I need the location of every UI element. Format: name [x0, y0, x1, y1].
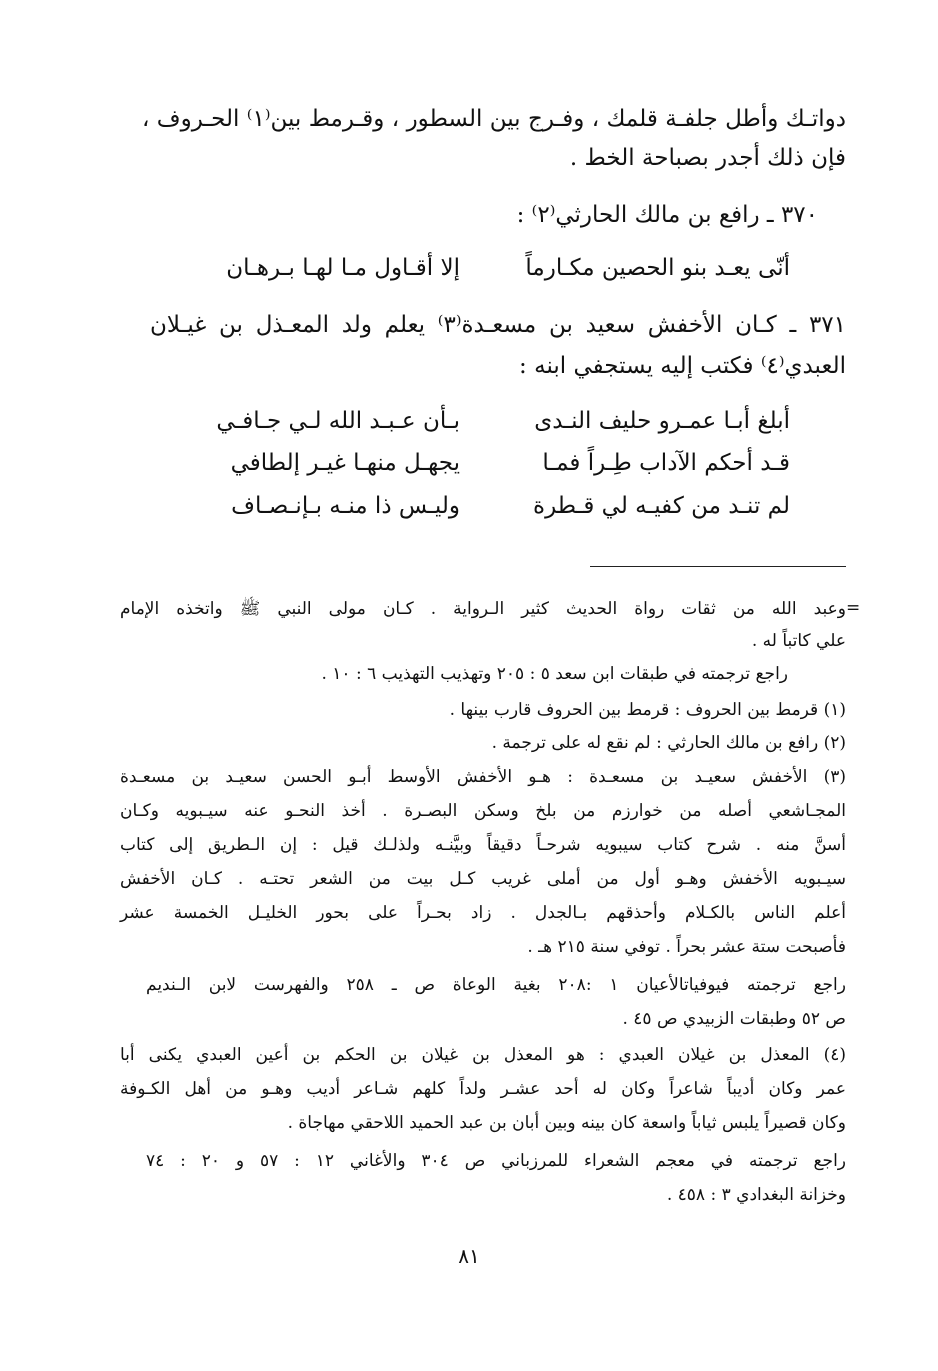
- verse-370-first-half: أنّى يعـد بنو الحصين مكـارماً: [525, 255, 790, 281]
- footnote-continued-reference: راجع ترجمته في طبقات ابن سعد ٥ : ٢٠٥ وتهذيب التهذيب ٦ : ١٠ .: [321, 664, 788, 684]
- footnote-3-reference-line-1: راجع ترجمته فيوفياتالأعيان ١ :٢٠٨ بغية الوعاة ص ـ ٢٥٨ والفهرست لابن الـنديم: [146, 975, 846, 995]
- verse-371-3-first-half: لم تنـد من كفيـه لي قـطرة: [533, 493, 790, 519]
- footnote-separator: [590, 566, 846, 567]
- verse-371-1-first-half: أبلغ أبـا عمـرو حليف النـدى: [534, 408, 790, 434]
- entry-370-heading: ٣٧٠ ـ رافع بن مالك الحارثي⁽٢⁾ :: [516, 202, 818, 228]
- footnote-4-reference-line-2: وخزانة البغدادي ٣ : ٤٥٨ .: [666, 1185, 846, 1205]
- footnote-3-line-2: المجـاشعي أصله من خوارزم من بلخ وسكن البصـرة . أخذ النحـو عنه سيـبويه وكـان: [120, 801, 846, 821]
- footnote-continued-line-2: علي كاتباً له .: [751, 631, 846, 651]
- footnote-3-line-5: أعلم الناس بالكـلام وأحذقهم بـالجدل . زاد بحـراً على بحور الخليـل الخمسة عشر: [120, 903, 846, 923]
- verse-370-second-half: إلا أقـاول مـا لهـا بـرهـان: [226, 255, 460, 281]
- footnote-4-line-2: عمر وكان أديباً شاعراً وكان له أحد عشـر ولداً كلهم شـاعر أديب وهـو من أهل الكـوفة: [120, 1079, 846, 1099]
- footnote-3-reference-line-2: ص ٥٢ وطبقات الزبيدي ص ٤٥ .: [622, 1009, 846, 1029]
- footnote-2: (٢) رافع بن مالك الحارثي : لم نقع له على ترجمة .: [491, 733, 846, 753]
- verse-371-3-second-half: وليـس ذا منـه بـإنـصـاف: [231, 493, 460, 519]
- verse-371-1-second-half: بـأن عـبـد الله لـي جـافـي: [216, 408, 460, 434]
- footnote-3-line-6: فأصبحت ستة عشر بحراً . توفي سنة ٢١٥ هـ .: [527, 937, 846, 957]
- footnote-1: (١) قرمط بين الحروف : قرمط بين الحروف قارب بينها .: [449, 700, 846, 720]
- footnote-4-line-3: وكان قصيراً يلبس ثياباً واسعة كان بينه وبين أبان بن عبد الحميد اللاحقي مهاجاة .: [287, 1113, 846, 1133]
- footnote-continued-line-1: وعبد الله من ثقات رواة الحديث كثير الـرواية . كـان مولى النبي ﷺ واتخذه الإمام: [120, 599, 846, 619]
- footnote-3-line-1: (٣) الأخفش سعيـد بن مسعـدة : هـو الأخفش الأوسط أبـو الحسن سعيـد بن مسعـدة: [120, 767, 846, 787]
- footnote-4-reference-line-1: راجع ترجمته في معجم الشعراء للمرزباني ص ٣٠٤ والأغاني ١٢ : ٥٧ و ٢٠ : ٧٤: [146, 1151, 846, 1171]
- footnote-3-line-3: أسنَّ منه . شرح كتاب سيبويه شرحـاً دقيقاً وبيَّنـه ولذلـك قيل : إن الـطريق إلى كتاب: [120, 835, 846, 855]
- body-line-1: دواتـك وأطل جلفـة قلمك ، وفـرج بين السطور ، وقـرمط بين⁽١⁾ الحـروف ،: [142, 106, 846, 132]
- continuation-mark: =: [846, 598, 861, 618]
- body-line-2: فإن ذلك أجدر بصباحة الخط .: [569, 145, 846, 171]
- page-number: ٨١: [458, 1244, 480, 1268]
- footnote-3-line-4: سيـبويه الأخفش وهـو أول من أملى غريب كـل بيت من الشعر تحتـه . كـان الأخفش: [120, 869, 846, 889]
- footnote-4-line-1: (٤) المعذل بن غيلان العبدي : هو المعذل بن غيلان بن الحكم بن أعين العبدي يكنى أبا: [120, 1045, 846, 1065]
- entry-371-line-2: العبدي⁽٤⁾ فكتب إليه يستجفي ابنه :: [519, 353, 846, 379]
- verse-371-2-first-half: قـد أحكم الآداب طِـراً فمـا: [542, 450, 790, 476]
- entry-371-line-1: ٣٧١ ـ كـان الأخفش سعيد بن مسعـدة⁽٣⁾ يعلم ولد المعـذل بن غيـلان: [150, 312, 846, 338]
- verse-371-2-second-half: يجهـل منهـا غيـر إلطافي: [230, 450, 460, 476]
